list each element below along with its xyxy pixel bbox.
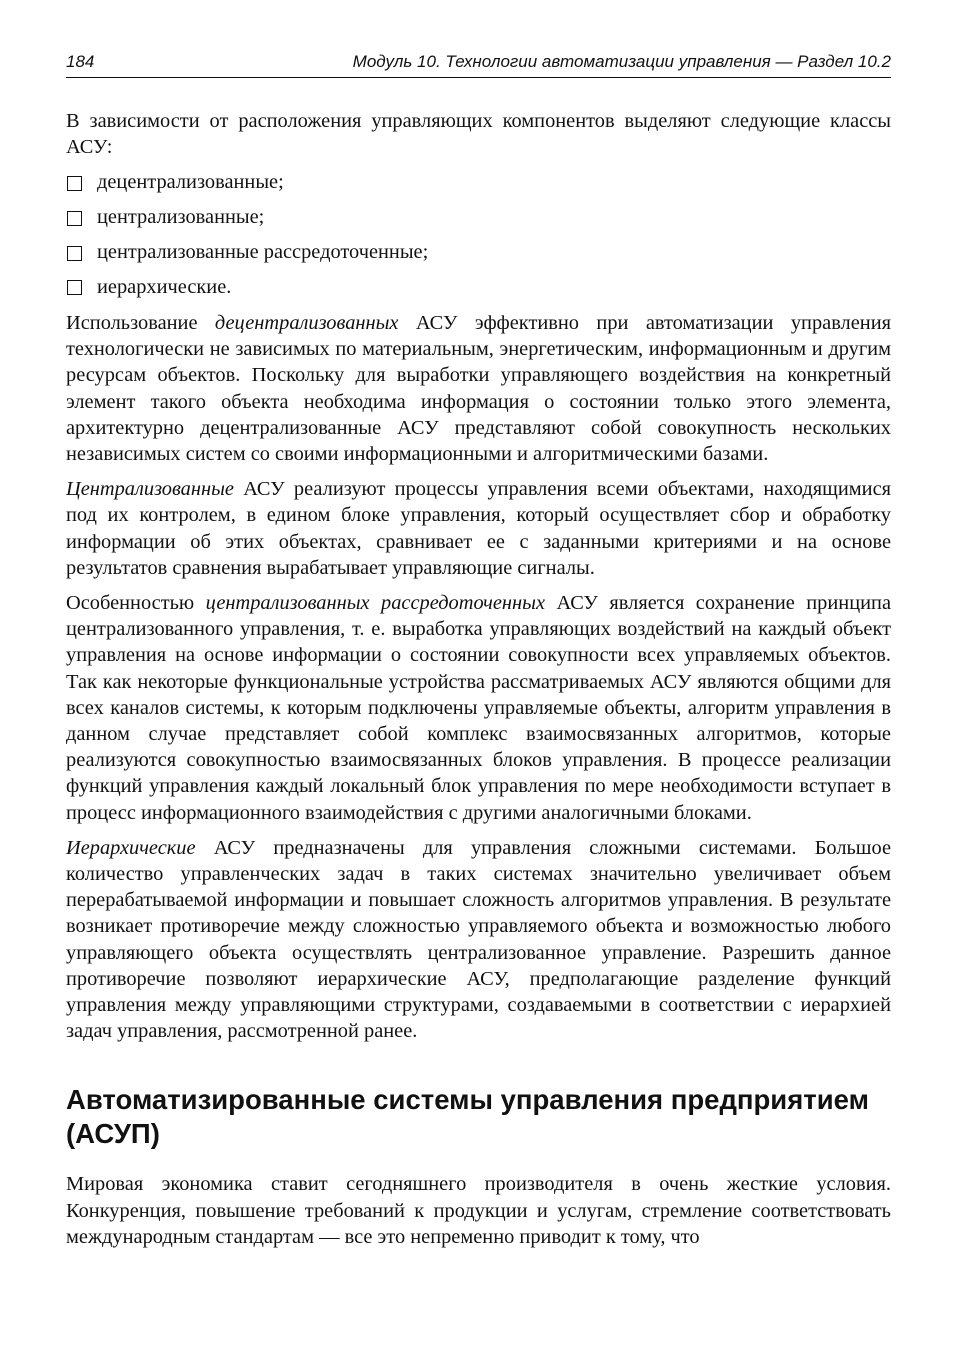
paragraph-text: Особенностью — [66, 591, 206, 614]
paragraph-text: АСУ является сохранение принципа централизованного управления, т. е. выработка управляющих воздействий на каждый объект управления на основе информации о состоянии совокупности всех управляемых объектов. Так как некоторые функциональные устройства рассматриваемых АСУ являются общими для всех каналов системы, к которым подключены управляемые объекты, алгоритм управления в данном случае представляет собой комплекс взаимосвязанных алгоритмов, которые реализуются совокупностью взаимосвязанных блоков управления. В процессе реализации функций управления каждый локальный блок управления по мере необходимости вступает в процесс информационного взаимодействия с другими аналогичными блоками. — [66, 591, 891, 824]
checkbox-bullet-icon — [67, 176, 82, 191]
running-title: Модуль 10. Технологии автоматизации управления — Раздел 10.2 — [352, 52, 891, 71]
paragraph-text: АСУ реализуют процессы управления всеми объектами, находящимися под их контролем, в едином блоке управления, который осуществляет сбор и обработку информации об этих объектах, сравнивает ее с заданными критериями и на основе результатов сравнения вырабатывает управляющие сигналы. — [66, 478, 891, 579]
book-page — [66, 52, 891, 1259]
page-body — [66, 108, 891, 1250]
paragraph-hierarchical — [66, 835, 891, 1045]
asu-classes-list — [66, 169, 891, 300]
list-item-text: централизованные; — [97, 206, 265, 229]
term-decentralized: децентрализованных — [214, 311, 399, 334]
paragraph-text: Использование — [66, 311, 215, 334]
term-centralized: Централизованные — [66, 478, 234, 501]
list-item — [66, 204, 891, 230]
paragraph-distributed — [66, 590, 891, 826]
page-number: 184 — [66, 52, 95, 71]
list-item-text: централизованные рассредоточенные; — [97, 240, 429, 263]
checkbox-bullet-icon — [67, 280, 82, 295]
list-item-text: иерархические. — [97, 275, 232, 298]
checkbox-bullet-icon — [67, 246, 82, 261]
paragraph-section-intro: Мировая экономика ставит сегодняшнего производителя в очень жесткие условия. Конкуренция, повышение требований к продукции и услугам, стремление соответствовать международным стандартам — все это непременно приводит к тому, что — [66, 1173, 891, 1248]
term-hierarchical: Иерархические — [66, 836, 196, 859]
list-item — [66, 169, 891, 195]
running-header — [66, 52, 891, 78]
paragraph-text: АСУ предназначены для управления сложными системами. Большое количество управленческих задач в таких системах значительно увеличивает объем перерабатываемой информации и повышает сложность алгоритмов управления. В результате возникает противоречие между сложностью управляемого объекта и возможностью любого управляющего объекта осуществлять централизованное управление. Разрешить данное противоречие позволяют иерархические АСУ, предполагающие разделение функций управления между управляющими структурами, создаваемыми в соответствии с иерархией задач управления, рассмотренной ранее. — [66, 836, 891, 1043]
list-item — [66, 239, 891, 265]
paragraph-text: АСУ эффективно при автоматизации управления технологически не зависимых по материальным, энергетическим, информационным и другим ресурсам объектов. Поскольку для выработки управляющего воздействия на конкретный элемент такого объекта необходима информация о состоянии только этого элемента, архитектурно децентрализованные АСУ представляют собой совокупность нескольких независимых систем со своими информационными и алгоритмическими базами. — [66, 311, 891, 465]
section-heading: Автоматизированные системы управления предприятием (АСУП) — [66, 1084, 869, 1150]
term-distributed: централизованных рассредоточенных — [205, 591, 546, 614]
list-item-text: децентрализованные; — [97, 171, 284, 194]
intro-paragraph: В зависимости от расположения управляющих компонентов выделяют следующие классы АСУ: — [66, 110, 891, 159]
checkbox-bullet-icon — [67, 211, 82, 226]
paragraph-decentralized — [66, 310, 891, 467]
paragraph-centralized — [66, 476, 891, 581]
list-item — [66, 274, 891, 300]
